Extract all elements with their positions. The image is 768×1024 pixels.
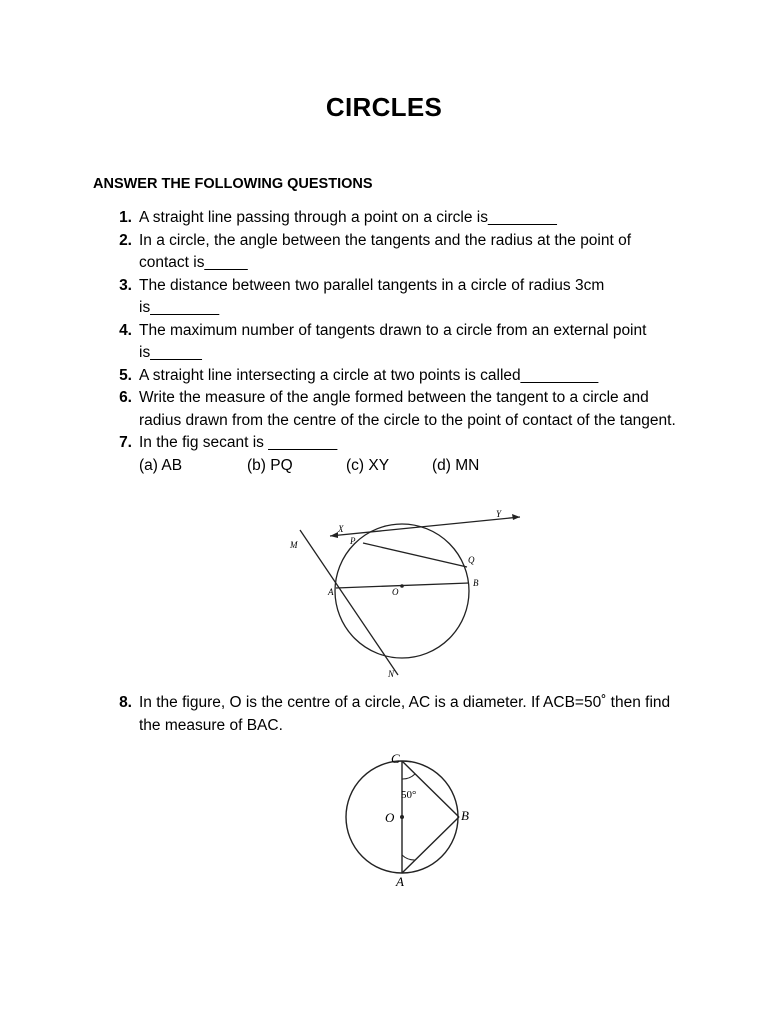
question-text: The distance between two parallel tangents in a circle of radius 3cm is________	[139, 276, 605, 316]
diameter-triangle-figure	[335, 752, 485, 892]
question-7	[100, 432, 680, 455]
question-number: 3.	[119, 276, 132, 294]
question-number: 4.	[119, 321, 132, 339]
question-2	[100, 230, 680, 275]
label-x: X	[338, 524, 344, 534]
label-o: O	[385, 810, 395, 825]
question-4	[100, 320, 680, 365]
question-text: In a circle, the angle between the tangents and the radius at the point of contact is_____	[139, 231, 632, 271]
label-a: A	[396, 874, 404, 889]
label-y: Y	[496, 509, 502, 519]
section-heading: ANSWER THE FOLLOWING QUESTIONS	[93, 176, 373, 192]
question-number: 2.	[119, 231, 132, 249]
question-3	[100, 275, 680, 320]
option-b: (b) PQ	[247, 456, 293, 474]
question-7-options	[139, 455, 680, 478]
question-number: 6.	[119, 389, 132, 406]
question-number: 7.	[119, 434, 132, 451]
label-m: M	[290, 540, 298, 550]
angle-label: 50°	[401, 789, 417, 801]
question-8	[100, 692, 680, 737]
option-d: (d) MN	[432, 456, 480, 474]
question-text: In the figure, O is the centre of a circle, AC is a diameter. If ACB=50˚ then find the measure of BAC.	[139, 694, 671, 734]
question-text: The maximum number of tangents drawn to a circle from an external point is______	[139, 321, 647, 361]
question-number: 1.	[119, 209, 132, 226]
label-o: O	[392, 587, 399, 597]
label-n: N	[388, 669, 395, 679]
secant-tangent-figure	[280, 505, 540, 685]
question-number: 8.	[119, 694, 132, 711]
label-b: B	[461, 808, 469, 823]
page-title: CIRCLES	[325, 92, 443, 122]
question-1	[100, 207, 680, 230]
question-list	[100, 207, 680, 477]
question-text: A straight line intersecting a circle at two points is called_________	[139, 366, 599, 384]
question-text: A straight line passing through a point on a circle is________	[139, 209, 557, 226]
option-a: (a) AB	[139, 456, 183, 474]
question-number: 5.	[119, 366, 132, 384]
question-text: In the fig secant is ________	[139, 434, 338, 451]
label-p: P	[350, 536, 356, 546]
label-q: Q	[468, 555, 475, 565]
label-c: C	[391, 752, 400, 766]
label-a: A	[328, 587, 334, 597]
label-b: B	[473, 578, 479, 588]
question-text: Write the measure of the angle formed between the tangent to a circle and radius drawn from the centre of the circle to the point of contact of the tangent.	[139, 389, 676, 429]
option-c: (c) XY	[346, 456, 390, 474]
question-5	[100, 365, 680, 388]
question-6	[100, 387, 680, 432]
